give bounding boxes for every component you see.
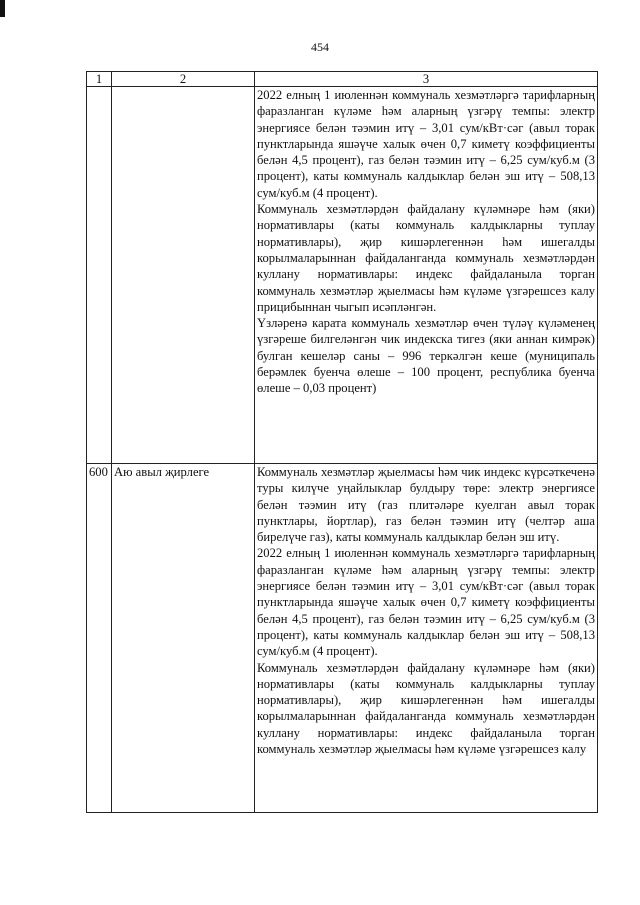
- settlement-name: Аю авыл җирлеге: [112, 464, 255, 813]
- column-header-1: 1: [87, 72, 112, 87]
- table-header-row: [87, 72, 598, 87]
- row-description: [255, 464, 598, 813]
- paragraph-tariffs: 2022 елның 1 июленнән коммуналь хезмәтләргә тарифларның фаразланган күләме һәм аларның үзгәрү темпы: электр энергиясе белән тәэмин итү – 3,01 сум/кВт·сәг (авыл торак пунктларында яшәүче халык өчен 0,7 киметү коэффициенты белән 4,5 процент), газ белән тәэмин итү – 6,25 сум/куб.м (3 процент), каты коммуналь калдыклар белән эш итү – 508,13 сум/куб.м (4 процент).: [257, 88, 595, 200]
- table-row: [87, 464, 598, 813]
- table-row: [87, 87, 598, 464]
- row-number: [87, 87, 112, 464]
- row-description: [255, 87, 598, 464]
- paragraph-persons: Үзләренә карата коммуналь хезмәтләр өчен түләү күләменең үзгәреше билгеләнгән чик индекска тигез (яки аннан кимрәк) булган кешеләр саны – 996 теркәлгән кеше (муниципаль берәмлек буенча өлеше – 100 процент, республика буенча өлеше – 0,03 процент): [257, 316, 595, 396]
- paragraph-tariffs: 2022 елның 1 июленнән коммуналь хезмәтләргә тарифларның фаразланган күләме һәм аларның үзгәрү темпы: электр энергиясе белән тәэмин итү – 3,01 сум/кВт·сәг (авыл торак пунктларында яшәүче халык өчен 0,7 киметү коэффициенты белән 4,5 процент), газ белән тәэмин итү – 6,25 сум/куб.м (3 процент), каты коммуналь калдыклар белән эш итү – 508,13 сум/куб.м (4 процент).: [257, 546, 595, 659]
- column-header-2: 2: [112, 72, 255, 87]
- column-header-3: 3: [255, 72, 598, 87]
- paragraph-services: Коммуналь хезмәтләр җыелмасы һәм чик индекс күрсәткеченә туры килүче уңайлыклар булдыру төре: электр энергиясе белән тәэмин итү (газ плитәләре куелган авыл торак пунктлары, йортлар), газ белән тәэмин итү (челтәр аша бирелүче газ), каты коммуналь калдыклар белән эш итү.: [257, 465, 595, 545]
- page-number: 454: [311, 40, 329, 54]
- scan-corner-mark: [0, 0, 5, 17]
- data-table: [86, 71, 598, 813]
- description-clip: [257, 464, 595, 812]
- paragraph-norms: Коммуналь хезмәтләрдән файдалану күләмнәре һәм (яки) нормативлары (каты коммуналь калдыкларны туплау нормативлары), җир кишәрлегеннән һәм ишегалды корылмаларыннан файдаланганда коммуналь хезмәтләрдән куллану нормативлары: индекс файдаланыла торган коммуналь хезмәтләр җыелмасы һәм күләме үзгәрешсез калу прицибыннан чыгып исәпләнгән.: [257, 202, 595, 314]
- paragraph-norms: Коммуналь хезмәтләрдән файдалану күләмнәре һәм (яки) нормативлары (каты коммуналь калдыкларны туплау нормативлары), җир кишәрлегеннән һәм ишегалды корылмаларыннан файдаланганда коммуналь хезмәтләрдән куллану нормативлары: индекс файдаланыла торган коммуналь хезмәтләр җыелмасы һәм күләме үзгәрешсез калу: [257, 660, 595, 757]
- settlement-name: [112, 87, 255, 464]
- row-number: 600: [87, 464, 112, 813]
